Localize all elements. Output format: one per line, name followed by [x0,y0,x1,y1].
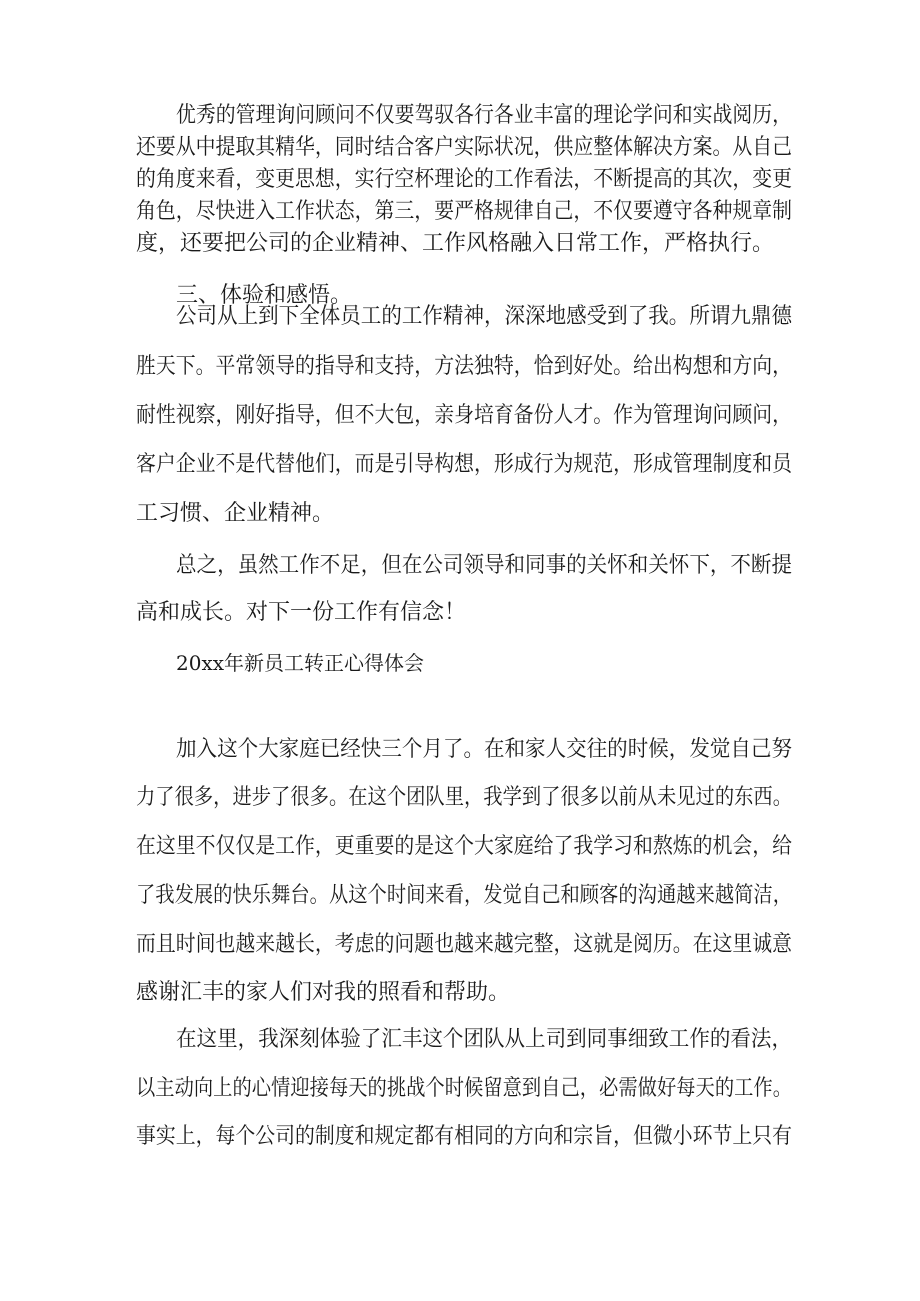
para4-line-6: 感谢汇丰的家人们对我的照看和帮助。 [136,980,511,1005]
para3-line-2: 高和成长。对下一份工作有信念！ [136,600,467,625]
document-title: 20xx年新员工转正心得体会 [176,651,425,675]
section-heading: 三、体验和感悟。 [176,283,353,308]
para4-line-3: 在这里不仅仅是工作，更重要的是这个大家庭给了我学习和熬炼的机会，给 [136,834,793,859]
para2-line-3: 耐性视察，刚好指导，但不大包，亲身培育备份人才。作为管理询问顾问， [136,403,793,428]
para1-line-1: 优秀的管理询问顾问不仅要驾驭各行各业丰富的理论学问和实战阅历， [176,103,792,128]
para1-line-5: 度，还要把公司的企业精神、工作风格融入日常工作，严格执行。 [136,231,775,256]
para4-line-5: 而且时间也越来越长，考虑的问题也越来越完整，这就是阅历。在这里诚意 [136,932,793,957]
para5-line-1: 在这里，我深刻体验了汇丰这个团队从上司到同事细致工作的看法， [176,1027,792,1052]
para4-line-1: 加入这个大家庭已经快三个月了。在和家人交往的时候，发觉自己努 [176,737,792,762]
para3-line-1: 总之，虽然工作不足，但在公司领导和同事的关怀和关怀下，不断提 [176,553,792,578]
para1-line-3: 的角度来看，变更思想，实行空杯理论的工作看法，不断提高的其次，变更 [136,167,793,192]
para5-line-2: 以主动向上的心情迎接每天的挑战个时候留意到自己，必需做好每天的工作。 [136,1076,793,1101]
para2-line-4: 客户企业不是代替他们，而是引导构想，形成行为规范，形成管理制度和员 [136,452,793,477]
para1-line-2: 还要从中提取其精华，同时结合客户实际状况，供应整体解决方案。从自己 [136,135,793,160]
para1-line-4: 角色，尽快进入工作状态，第三，要严格规律自己，不仅要遵守各种规章制 [136,199,793,224]
para2-line-2: 胜天下。平常领导的指导和支持，方法独特，恰到好处。给出构想和方向， [136,354,793,379]
para4-line-2: 力了很多，进步了很多。在这个团队里，我学到了很多以前从未见过的东西。 [136,785,793,810]
para4-line-4: 了我发展的快乐舞台。从这个时间来看，发觉自己和顾客的沟通越来越简洁， [136,883,793,908]
para5-line-3: 事实上，每个公司的制度和规定都有相同的方向和宗旨，但微小环节上只有 [136,1124,793,1149]
para2-line-5: 工习惯、企业精神。 [136,501,335,526]
para2-line-1: 公司从上到下全体员工的工作精神，深深地感受到了我。所谓九鼎德 [176,304,792,329]
